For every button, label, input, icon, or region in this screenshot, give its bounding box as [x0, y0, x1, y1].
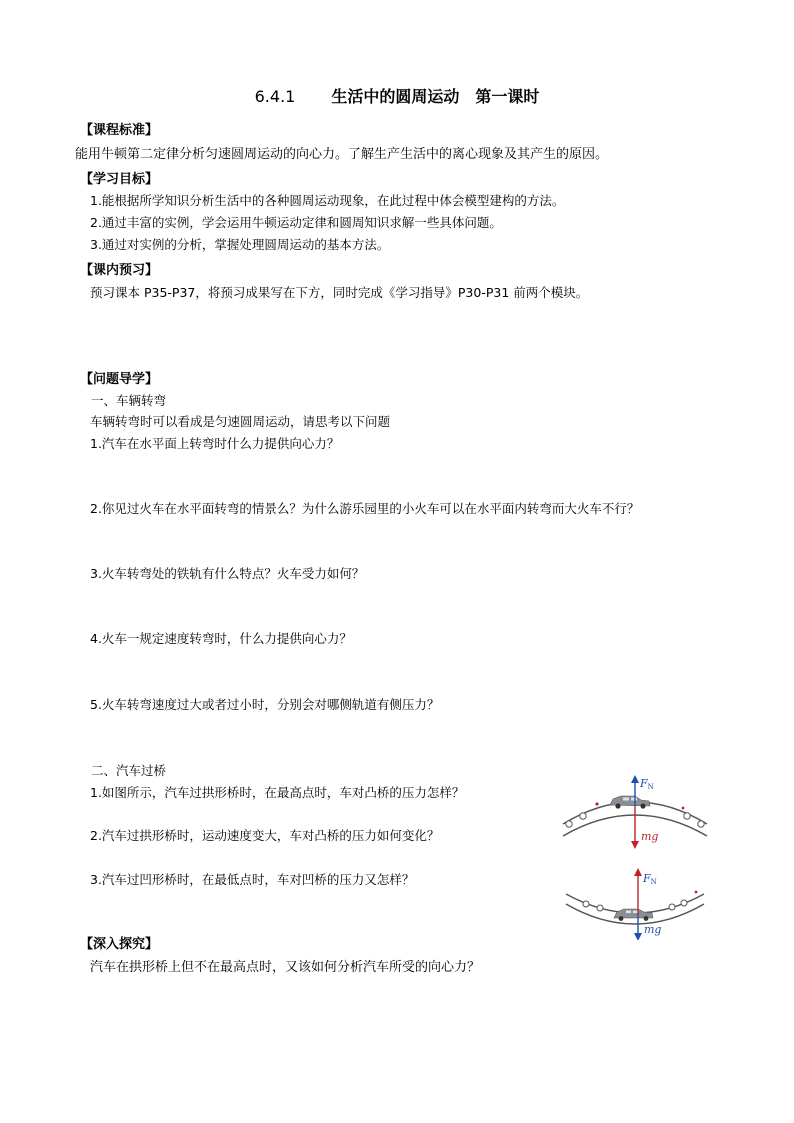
explore-text: 汽车在拱形桥上但不在最高点时，又该如何分析汽车所受的向心力？ — [90, 960, 481, 975]
part1-title: 一、车辆转弯 — [91, 393, 167, 408]
part1-question-5: 5.火车转弯速度过大或者过小时，分别会对哪侧轨道有侧压力？ — [90, 697, 440, 712]
guide-heading: 【问题导学】 — [80, 372, 159, 387]
part2-title: 二、汽车过桥 — [91, 763, 167, 778]
page-title — [0, 89, 794, 105]
part1-question-1: 1.汽车在水平面上转弯时什么力提供向心力？ — [90, 436, 340, 451]
preview-text: 预习课本 P35-P37，将预习成果写在下方，同时完成《学习指导》P30-P31 前两个模块。 — [90, 285, 589, 300]
goal-item-1: 1.能根据所学知识分析生活中的各种圆周运动现象，在此过程中体会模型建构的方法。 — [90, 193, 565, 208]
car-icon — [610, 796, 650, 809]
part2-question-3: 3.汽车过凹形桥时，在最低点时，车对凹桥的压力又怎样？ — [90, 872, 415, 887]
goal-item-3: 3.通过对实例的分析，掌握处理圆周运动的基本方法。 — [90, 237, 390, 252]
curriculum-text: 能用牛顿第二定律分析匀速圆周运动的向心力。了解生产生活中的离心现象及其产生的原因。 — [75, 147, 609, 162]
title-text: 生活中的圆周运动 第一课时 — [331, 87, 540, 106]
concave-bridge-figure — [560, 864, 710, 940]
normal-force-label: FN — [643, 872, 657, 886]
part1-question-4: 4.火车一规定速度转弯时，什么力提供向心力？ — [90, 631, 352, 646]
weight-label: mg — [644, 923, 662, 936]
goal-item-2: 2.通过丰富的实例，学会运用牛顿运动定律和圆周知识求解一些具体问题。 — [90, 215, 502, 230]
explore-heading: 【深入探究】 — [80, 937, 159, 952]
title-number: 6.4.1 — [254, 87, 296, 106]
weight-label: mg — [641, 830, 659, 843]
part1-question-3: 3.火车转弯处的铁轨有什么特点？火车受力如何？ — [90, 566, 365, 581]
preview-heading: 【课内预习】 — [80, 263, 159, 278]
normal-force-label: FN — [640, 777, 654, 791]
part1-question-2: 2.你见过火车在水平面转弯的情景么？为什么游乐园里的小火车可以在水平面内转弯而大火车不行？ — [90, 501, 640, 516]
car-icon — [614, 909, 653, 921]
part2-question-1: 1.如图所示，汽车过拱形桥时，在最高点时，车对凸桥的压力怎样？ — [90, 785, 465, 800]
concave-bridge-deck — [566, 891, 704, 924]
part2-question-2: 2.汽车过拱形桥时，运动速度变大，车对凸桥的压力如何变化？ — [90, 828, 440, 843]
convex-bridge-figure — [555, 772, 715, 852]
part1-intro: 车辆转弯时可以看成是匀速圆周运动，请思考以下问题 — [90, 414, 391, 429]
goals-heading: 【学习目标】 — [80, 172, 159, 187]
curriculum-heading: 【课程标准】 — [80, 123, 159, 138]
